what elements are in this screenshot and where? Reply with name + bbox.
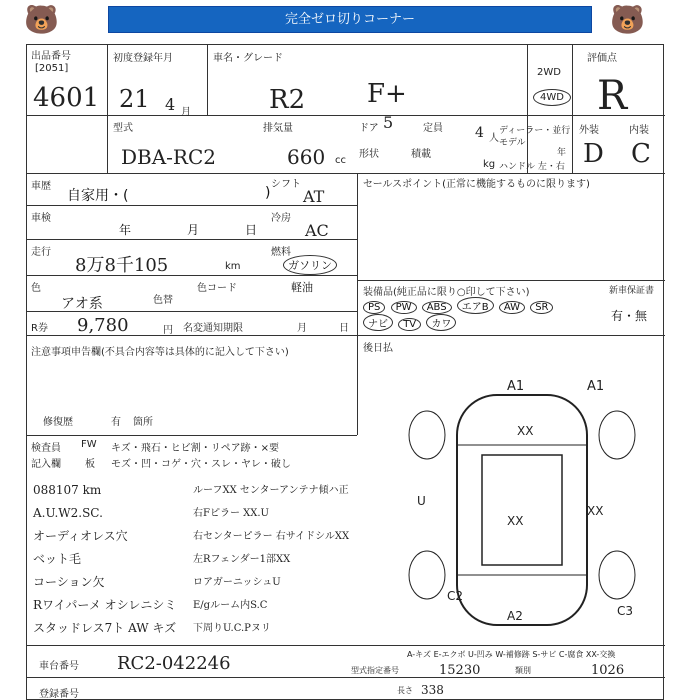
warranty-value: 有・無 [611,309,648,323]
dealer-handle: ハンドル 左・右 [499,162,565,172]
usage-label: 車歴 [31,181,51,192]
load-unit: kg [483,159,496,170]
remark-line: ロアガーニッシュU [193,577,281,588]
lot-label: 出品番号 [31,51,71,62]
model-label: 車名・グレード [213,53,283,64]
inspection-label: 車検 [31,213,51,224]
svg-text:A1: A1 [587,379,605,394]
registration-year: 21 [119,85,150,113]
remark-line: A.U.W2.SC. [33,506,103,520]
fuel-label: 燃料 [271,247,291,258]
remark-line: スタッドレス7ト AW キズ [33,621,177,635]
repair-label: 修復歴 [43,417,73,428]
model-grade: F+ [367,79,407,109]
type-value: DBA-RC2 [121,145,217,169]
color-value: アオ系 [61,296,103,312]
displacement-unit: cc [335,155,346,166]
remark-line: Rワイパーメ オシレニシミ [33,598,177,612]
equipment-item: エアB [457,297,494,314]
name-change-month: 月 [297,323,307,334]
mileage-label: 走行 [31,247,51,258]
svg-text:XX: XX [517,424,534,438]
notes-label: 注意事項申告欄(不具合内容等は具体的に記入して下さい) [31,347,289,358]
capacity-unit: 人 [489,133,499,144]
color-code: 色コード [197,283,237,294]
remark-line: 088107 km [33,483,102,497]
auction-sheet [26,44,664,700]
equipment-item: カワ [426,314,456,331]
spec-length: 338 [421,683,444,697]
dealer-label: ディーラー・並行 [499,126,571,136]
capacity-label: 定員 [423,123,443,134]
equipment-item: PS [363,301,385,314]
remark-line: 右センターピラー 右サイドシルXX [193,531,350,542]
mileage-value: 8万8千105 [75,255,169,276]
shift-value: AT [303,187,325,206]
svg-text:XX: XX [507,514,524,528]
score-label: 評価点 [587,53,617,64]
remark-line: 左Rフェンダー1部XX [193,554,291,565]
remark-line: コーション欠 [33,575,105,589]
spec-class: 1026 [591,663,625,678]
entry-board: 板 [85,459,95,470]
displacement-value: 660 [287,145,326,169]
capacity-value: 4 [475,125,484,141]
score-int: C [631,139,651,169]
reg-no-label: 登録番号 [39,689,79,700]
load-label: 積載 [411,149,431,160]
equipment-item: AW [499,301,525,314]
registration-month-label: 月 [181,107,191,118]
fuel-value: ガソリン [283,255,337,275]
top-bar [0,0,700,40]
bear-icon: 🐻 [24,3,59,36]
equipment-label: 装備品(純正品に限り○印して下さい) [363,287,530,298]
frame-label: 車台番号 [39,661,79,672]
legend: A-キズ E-エクボ U-凹み W-補修跡 S-サビ C-腐食 XX-交換 [407,650,616,659]
equipment-item: PW [391,301,417,314]
score-value: R [597,73,628,119]
entry-items: モズ・凹・コゲ・穴・スレ・ヤレ・破し [111,459,291,470]
color-label: 色 [31,283,41,294]
equipment-item: ABS [422,301,452,314]
doors-value: 5 [383,113,394,132]
remarks-left [33,479,191,640]
svg-text:U: U [417,494,426,508]
car-damage-diagram [387,375,657,643]
displacement-label: 排気量 [263,123,293,134]
usage-close: ) [265,185,271,201]
shift-label: シフト [271,179,301,190]
usage-value: 自家用・( [67,188,129,204]
registration-month: 4 [165,95,176,114]
fuel-other: 軽油 [291,281,313,294]
equipment-item: SR [530,301,553,314]
banner: 完全ゼロ切りコーナー [108,6,592,33]
inspection-month: 月 [187,223,200,237]
drive-2wd: 2WD [537,67,561,78]
dealer-model: モデル [499,138,526,148]
remark-line: オーディオレス穴 [33,529,128,543]
name-change-label: 名変通知期限 [183,323,243,334]
equipment-item: TV [398,318,421,331]
bear-icon: 🐻 [610,3,645,36]
drive-4wd: 4WD [533,89,571,106]
entry-label: 記入欄 [31,459,61,470]
inspection-day: 日 [245,223,258,237]
inspector-fw: FW [81,439,97,450]
spec-number-label: 型式指定番号 [351,666,399,675]
model-value: R2 [269,85,306,115]
svg-text:A1: A1 [507,379,525,394]
lot-number: 4601 [33,83,100,113]
inspector-label: 検査員 [31,443,61,454]
repair-place: 箇所 [133,417,153,428]
lot-sub: [2051] [35,63,69,74]
shape-label: 形状 [359,149,379,160]
registration-label: 初度登録年月 [113,53,173,64]
remarks-right [193,479,379,640]
rear-seat-label: 後日払 [363,343,393,354]
svg-text:XX: XX [587,504,604,518]
warranty-label: 新車保証書 [609,286,655,296]
name-change-day: 日 [339,323,349,334]
spec-length-label: 長さ [397,686,413,695]
mileage-unit: km [225,261,241,272]
inspection-year: 年 [119,223,132,237]
type-label: 型式 [113,123,133,134]
sales-point-label: セールスポイント(正常に機能するものに限ります) [363,179,590,190]
svg-text:C3: C3 [617,604,634,618]
dealer-year: 年 [557,148,567,158]
svg-text:A2: A2 [507,609,523,623]
color-change: 色替 [153,295,173,306]
spec-class-label: 類別 [515,666,531,675]
score-ext: D [583,139,604,169]
equipment-list [363,297,583,331]
recycle-label: R券 [31,323,48,334]
svg-text:C2: C2 [447,589,464,603]
repair-value: 有 [111,417,121,428]
aircon-label: 冷房 [271,213,291,224]
frame-value: RC2-042246 [117,653,231,674]
spec-number: 15230 [439,663,481,678]
remark-line: ルーフXX センターアンテナ傾ハ正 [193,485,349,496]
recycle-unit: 円 [163,325,173,336]
inspector-items: キズ・飛石・ヒビ割・リペア跡・×要 [111,443,279,454]
score-int-label: 内装 [629,125,649,136]
remark-line: ベット毛 [33,552,82,566]
doors-label: ドア [359,123,379,134]
aircon-value: AC [305,221,329,240]
score-ext-label: 外装 [579,125,599,136]
remark-line: E/gルーム内S.C [193,600,268,611]
remark-line: 下周りU.C.Pヌリ [193,623,271,634]
remark-line: 右Fピラー XX.U [193,508,269,519]
equipment-item: ナビ [363,314,393,331]
recycle-value: 9,780 [77,315,129,336]
